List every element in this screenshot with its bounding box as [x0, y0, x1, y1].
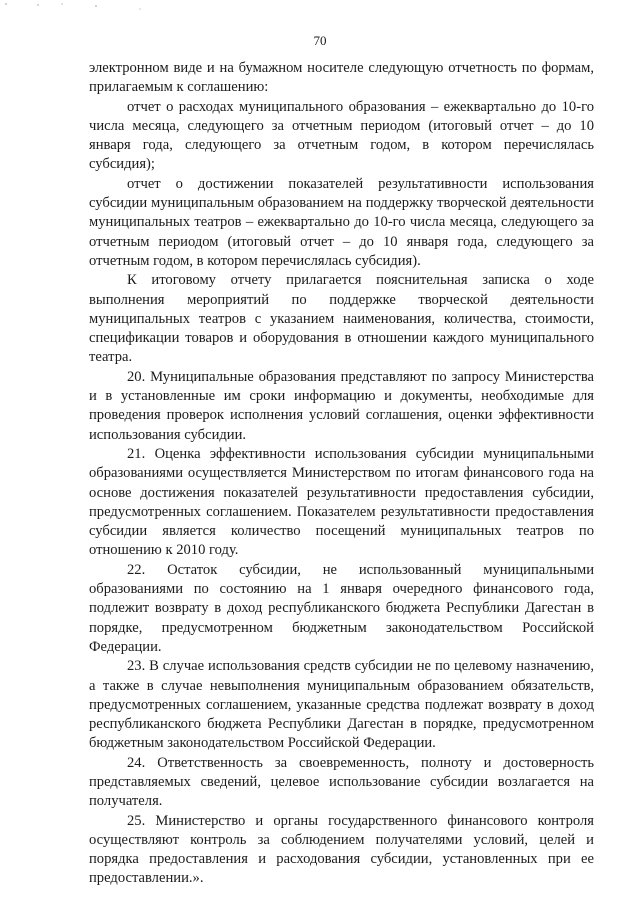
paragraph-item-22: 22. Остаток субсидии, не использованный муниципальными образованиями по состоянию на 1 января очередного финансового года, подлежит возврату в доход республиканского бюджета Республики Дагестан в порядке, предусмотренном бюджетным законодательством Российской Федерации. — [89, 561, 594, 655]
paragraph-item-25: 25. Министерство и органы государственного финансового контроля осуществляют контроль за соблюдением получателями условий, целей и порядка предоставления и расходования субсидии, установленных при ее предоставлении.». — [89, 812, 594, 887]
paragraph-item-24: 24. Ответственность за своевременность, полноту и достоверность представляемых сведений, целевое использование субсидии возлагается на получателя. — [89, 754, 594, 810]
paragraph-item-23: 23. В случае использования средств субсидии не по целевому назначению, а также в случае невыполнения муниципальным образованием обязательств, предусмотренных соглашением, указанные средства подлежат возврату в доход республиканского бюджета Республики Дагестан в порядке, предусмотренном бюджетным законодательством Российской Федерации. — [89, 658, 594, 752]
document-body — [89, 59, 594, 889]
paragraph-explanatory-note: К итоговому отчету прилагается пояснительная записка о ходе выполнения мероприятий по поддержке творческой деятельности муниципальных театров с указанием наименования, количества, стоимости, спецификации товаров и оборудования в отношении каждого муниципального театра. — [89, 272, 594, 366]
paragraph-performance-report: отчет о достижении показателей результативности использования субсидии муниципальным образованием на поддержку творческой деятельности муниципальных театров – ежеквартально до 10-го числа месяца, следующего за отчетным периодом (итоговый отчет – до 10 января года, следующего за отчетным годом, в котором перечислялась субсидия). — [89, 175, 594, 269]
paragraph-expense-report: отчет о расходах муниципального образования – ежеквартально до 10-го числа месяца, следующего за отчетным периодом (итоговый отчет – до 10 января года, следующего за отчетным годом, в котором перечислялась субсидия); — [89, 98, 594, 173]
paragraph-item-21: 21. Оценка эффективности использования субсидии муниципальными образованиями осуществляется Министерством по итогам финансового года на основе достижения показателей результативности предоставления субсидии, предусмотренных соглашением. Показателем результативности предоставления субсидии является количество посещений муниципальных театров по отношению к 2010 году. — [89, 445, 594, 559]
page-number: 70 — [313, 33, 327, 48]
scan-artifacts — [0, 0, 640, 20]
paragraph-item-20: 20. Муниципальные образования представляют по запросу Министерства и в установленные им сроки информацию и документы, необходимые для проведения проверок исполнения условий соглашения, оценки эффективности использования субсидии. — [89, 368, 594, 443]
paragraph-continuation: электронном виде и на бумажном носителе следующую отчетность по формам, прилагаемым к соглашению: — [89, 60, 594, 96]
